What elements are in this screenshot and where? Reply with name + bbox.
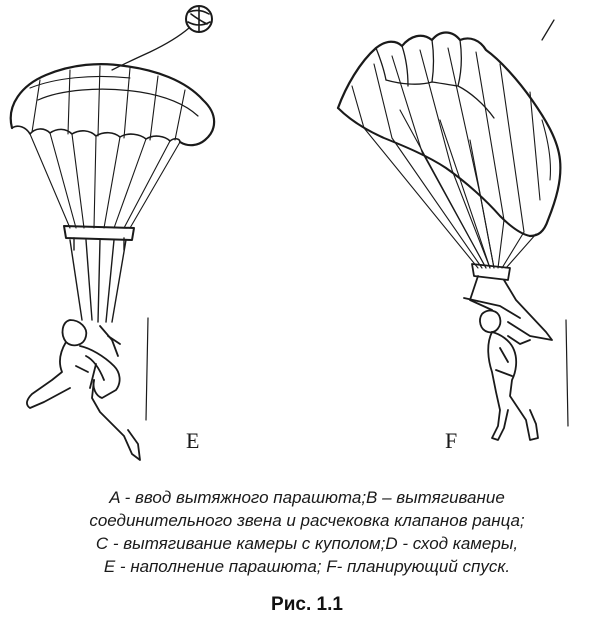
slider-bundle — [64, 226, 134, 322]
figure-caption — [0, 486, 614, 578]
motion-line-top — [542, 20, 554, 40]
pilot-chute — [112, 6, 212, 70]
caption-line: соединительного звена и расчековка клапанов ранца; — [89, 511, 525, 530]
caption-line: C - вытягивание камеры с куполом;D - сход камеры, — [95, 534, 519, 553]
suspension-lines-left — [30, 133, 180, 228]
jumper-left — [27, 320, 140, 460]
figure-title: Рис. 1.1 — [271, 594, 343, 615]
panel-e-drawing — [11, 6, 214, 460]
jumper-right — [480, 311, 538, 440]
caption-line: E - наполнение парашюта; F- планирующий спуск. — [103, 557, 511, 576]
panel-label-f: F — [445, 428, 458, 453]
panel-label-e: E — [186, 428, 200, 453]
panel-f-drawing — [338, 20, 568, 440]
round-canopy — [11, 64, 214, 145]
ram-air-canopy — [338, 33, 560, 237]
motion-line-right — [566, 320, 568, 426]
motion-line — [146, 318, 148, 420]
slider-risers — [464, 264, 552, 340]
caption-line: A - ввод вытяжного парашюта;B – вытягивание — [109, 488, 505, 507]
